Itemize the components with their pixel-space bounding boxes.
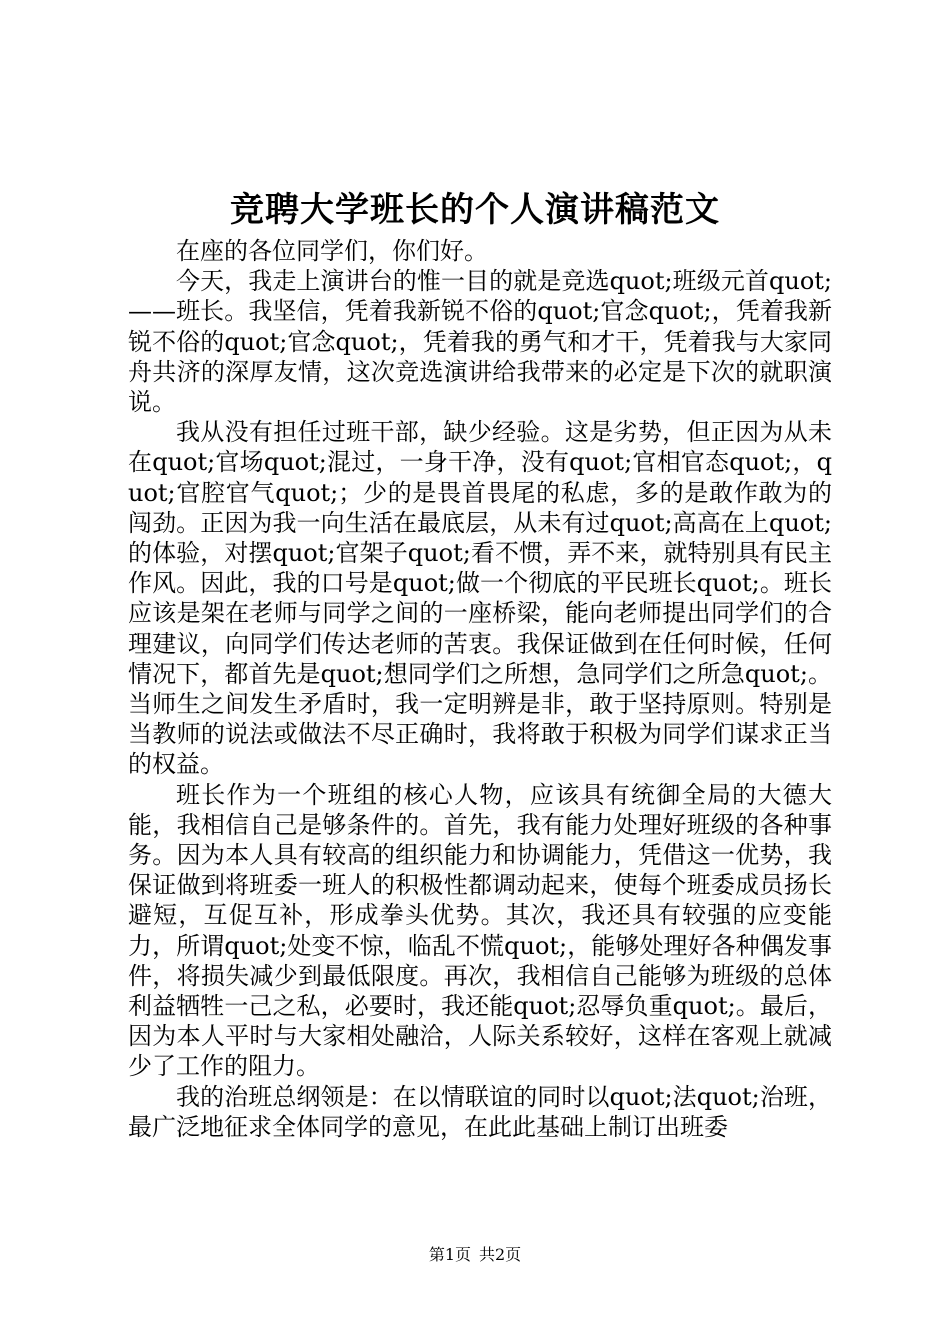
paragraph-program: 我的治班总纲领是：在以情联谊的同时以quot;法quot;治班，最广泛地征求全体同学的意见，在此此基础上制订出班委 — [128, 1082, 832, 1141]
paragraph-experience: 我从没有担任过班干部，缺少经验。这是劣势，但正因为从未在quot;官场quot;混过，一身干净，没有quot;官相官态quot;，quot;官腔官气quot;；少的是畏首畏尾的私虑，多的是敢作敢为的闯劲。正因为我一向生活在最底层，从未有过quot;高高在上quot;的体验，对摆quot;官架子quot;看不惯，弄不来，就特别具有民主作风。因此，我的口号是quot;做一个彻底的平民班长quot;。班长应该是架在老师与同学之间的一座桥梁，能向老师提出同学们的合理建议，向同学们传达老师的苦衷。我保证做到在任何时候，任何情况下，都首先是quot;想同学们之所想，急同学们之所急quot;。当师生之间发生矛盾时，我一定明辨是非，敢于坚持原则。特别是当教师的说法或做法不尽正确时，我将敢于积极为同学们谋求正当的权益。 — [128, 418, 832, 779]
paragraph-greeting: 在座的各位同学们，你们好。 — [176, 237, 488, 265]
paragraph-intro: 今天，我走上演讲台的惟一目的就是竞选quot;班级元首quot;——班长。我坚信，凭着我新锐不俗的quot;官念quot;，凭着我新锐不俗的quot;官念quot;，凭着我的勇气和才干，凭着我与大家同舟共济的深厚友情，这次竞选演讲给我带来的必定是下次的就职演说。 — [128, 267, 832, 417]
page-number: 第1页 — [428, 1245, 471, 1264]
paragraph-ability: 班长作为一个班组的核心人物，应该具有统御全局的大德大能，我相信自己是够条件的。首先，我有能力处理好班级的各种事务。因为本人具有较高的组织能力和协调能力，凭借这一优势，我保证做到将班委一班人的积极性都调动起来，使每个班委成员扬长避短，互促互补，形成拳头优势。其次，我还具有较强的应变能力，所谓quot;处变不惊，临乱不慌quot;，能够处理好各种偶发事件，将损失减少到最低限度。再次，我相信自己能够为班级的总体利益牺牲一己之私，必要时，我还能quot;忍辱负重quot;。最后，因为本人平时与大家相处融洽，人际关系较好，这样在客观上就减少了工作的阻力。 — [128, 780, 832, 1081]
page-total: 共2页 — [479, 1245, 522, 1264]
document-title: 竞聘大学班长的个人演讲稿范文 — [230, 190, 720, 230]
document-body — [128, 236, 832, 1142]
page-footer — [0, 1244, 950, 1266]
